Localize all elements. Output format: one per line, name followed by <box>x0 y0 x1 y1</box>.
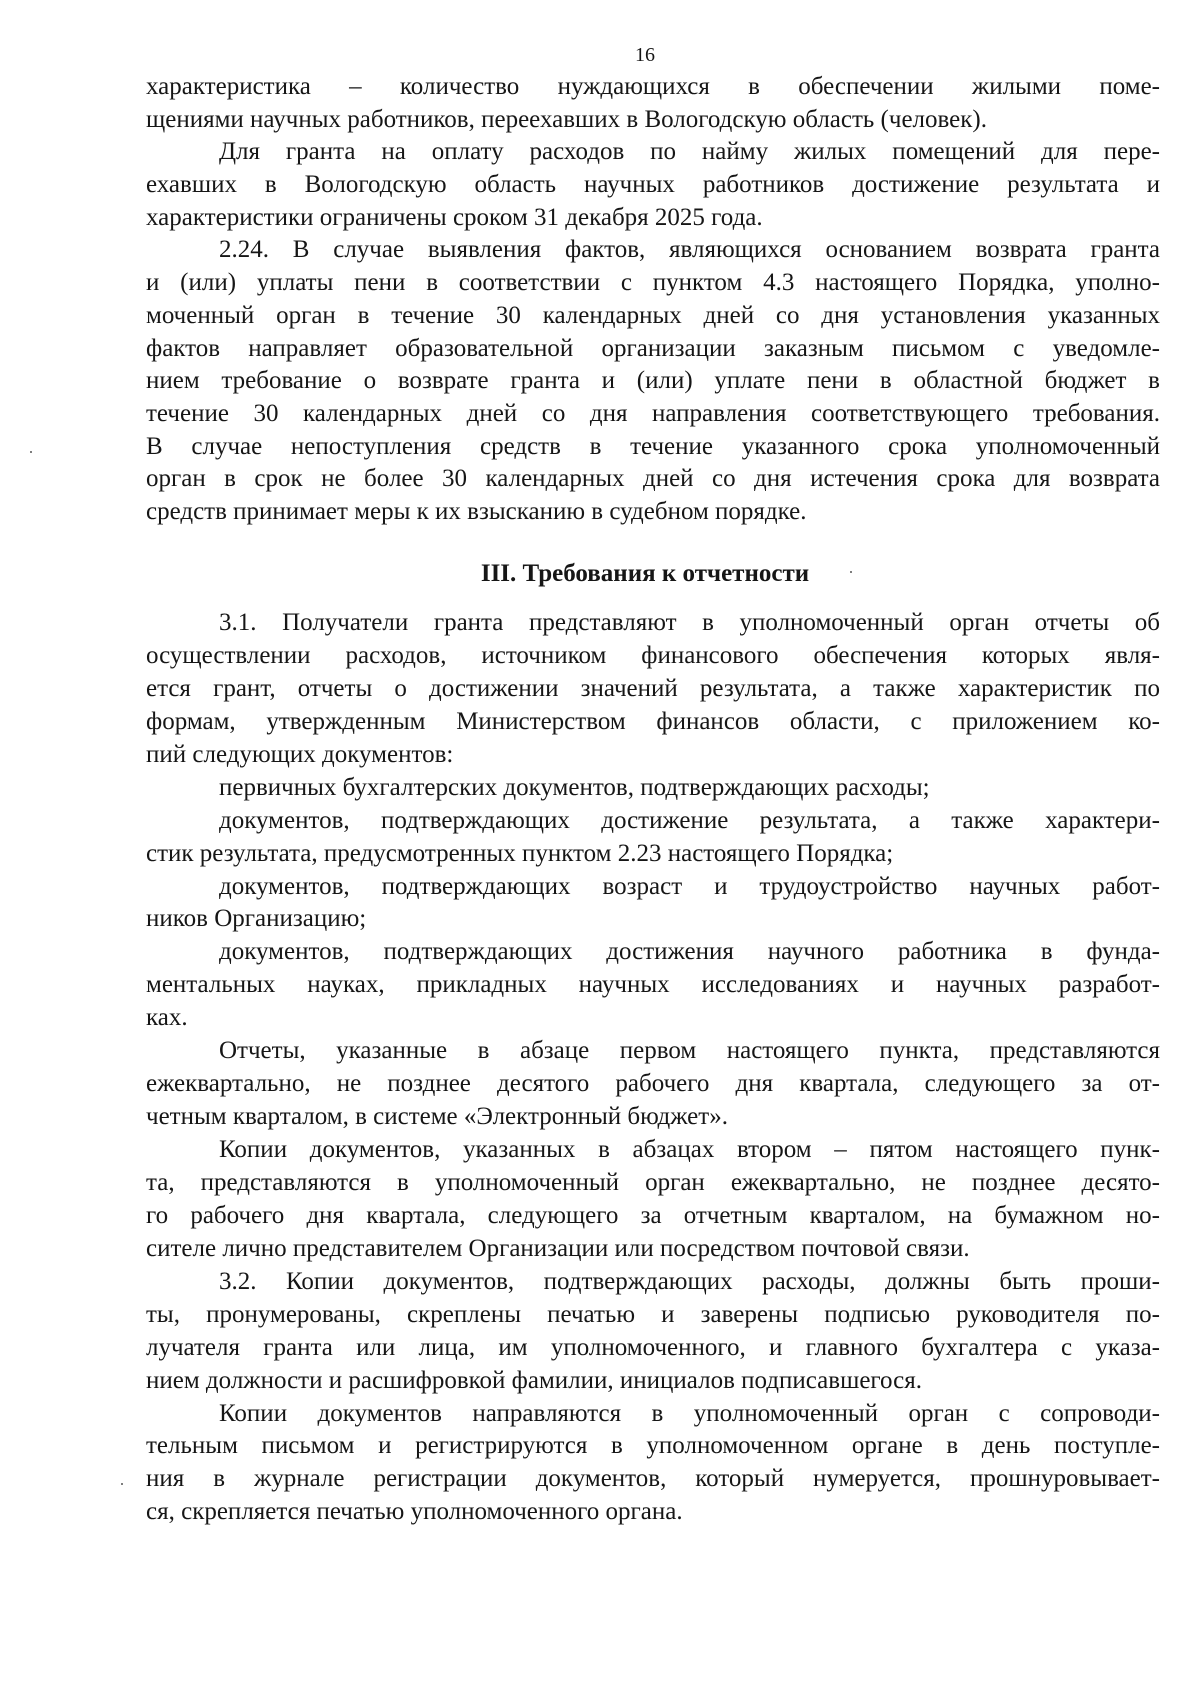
text-line: стик результата, предусмотренных пунктом 2.23 настоящего Порядка; <box>146 839 894 867</box>
text-line: 3.1. Получатели гранта представляют в уполномоченный орган отчеты об <box>219 609 1160 636</box>
section-heading: III. Требования к отчетности <box>480 560 810 587</box>
text-block-reporting <box>146 607 1160 1529</box>
text-line: щениями научных работников, переехавших в Вологодскую область (человек). <box>146 105 988 133</box>
text-line: го рабочего дня квартала, следующего за отчетным кварталом, на бумажном но- <box>146 1201 1160 1229</box>
text-line: ехавших в Вологодскую область научных работников достижение результата и <box>146 171 1160 199</box>
text-line: характеристика – количество нуждающихся в обеспечении жилыми поме- <box>146 73 1160 100</box>
text-line: осуществлении расходов, источником финансового обеспечения которых явля- <box>146 641 1160 669</box>
text-line: первичных бухгалтерских документов, подтверждающих расходы; <box>219 773 930 801</box>
text-line: формам, утвержденным Министерством финансов области, с приложением ко- <box>146 707 1160 735</box>
text-line: документов, подтверждающих достижения научного работника в фунда- <box>219 938 1160 966</box>
scan-speck <box>121 1483 123 1485</box>
text-line: ты, пронумерованы, скреплены печатью и заверены подписью руководителя по- <box>146 1300 1160 1328</box>
text-line: документов, подтверждающих возраст и трудоустройство научных работ- <box>219 872 1160 900</box>
text-line: средств принимает меры к их взысканию в судебном порядке. <box>146 497 807 525</box>
text-line: В случае непоступления средств в течение указанного срока уполномоченный <box>146 432 1160 460</box>
text-line: ежеквартально, не позднее десятого рабочего дня квартала, следующего за от- <box>146 1070 1160 1098</box>
text-line: характеристики ограничены сроком 31 декабря 2025 года. <box>146 203 763 231</box>
text-line: четным кварталом, в системе «Электронный бюджет». <box>146 1103 728 1131</box>
text-line: ках. <box>146 1004 188 1032</box>
text-line: Копии документов направляются в уполномоченный орган с сопроводи- <box>219 1399 1160 1427</box>
text-line: орган в срок не более 30 календарных дней со дня истечения срока для возврата <box>146 465 1160 493</box>
text-line: та, представляются в уполномоченный орган ежеквартально, не позднее десято- <box>146 1168 1160 1196</box>
text-line: течение 30 календарных дней со дня направления соответствующего требования. <box>146 399 1160 427</box>
text-line: ников Организацию; <box>146 905 367 933</box>
text-line: нием требование о возврате гранта и (или) уплате пени в областной бюджет в <box>146 367 1160 395</box>
text-line: 2.24. В случае выявления фактов, являющихся основанием возврата гранта <box>219 236 1160 264</box>
text-line: пий следующих документов: <box>146 740 454 768</box>
text-line: Копии документов, указанных в абзацах втором – пятом настоящего пунк- <box>219 1136 1160 1163</box>
text-line: нием должности и расшифровкой фамилии, инициалов подписавшегося. <box>146 1366 923 1394</box>
text-line: сителе лично представителем Организации или посредством почтовой связи. <box>146 1234 970 1262</box>
text-line: 3.2. Копии документов, подтверждающих расходы, должны быть проши- <box>219 1267 1160 1295</box>
text-line: Отчеты, указанные в абзаце первом настоящего пункта, представляются <box>219 1037 1160 1065</box>
text-line: ся, скрепляется печатью уполномоченного органа. <box>146 1498 683 1526</box>
text-line: лучателя гранта или лица, им уполномоченного, и главного бухгалтера с указа- <box>146 1333 1160 1361</box>
page-number: 16 <box>635 44 655 66</box>
text-line: документов, подтверждающих достижение результата, а также характери- <box>219 806 1160 834</box>
scan-speck <box>850 571 852 573</box>
scan-speck <box>30 451 32 453</box>
text-line: ния в журнале регистрации документов, который нумеруется, прошнуровывает- <box>146 1465 1160 1493</box>
text-line: моченный орган в течение 30 календарных дней со дня установления указанных <box>146 301 1160 329</box>
text-line: фактов направляет образовательной организации заказным письмом с уведомле- <box>146 334 1160 362</box>
text-line: ментальных науках, прикладных научных исследованиях и научных разработ- <box>146 971 1160 999</box>
text-line: Для гранта на оплату расходов по найму жилых помещений для пере- <box>219 138 1160 166</box>
text-line: ется грант, отчеты о достижении значений результата, а также характеристик по <box>146 674 1160 702</box>
text-line: тельным письмом и регистрируются в уполномоченном органе в день поступле- <box>146 1432 1160 1460</box>
text-line: и (или) уплаты пени в соответствии с пунктом 4.3 настоящего Порядка, уполно- <box>146 269 1160 297</box>
text-block-intro <box>146 71 1160 529</box>
